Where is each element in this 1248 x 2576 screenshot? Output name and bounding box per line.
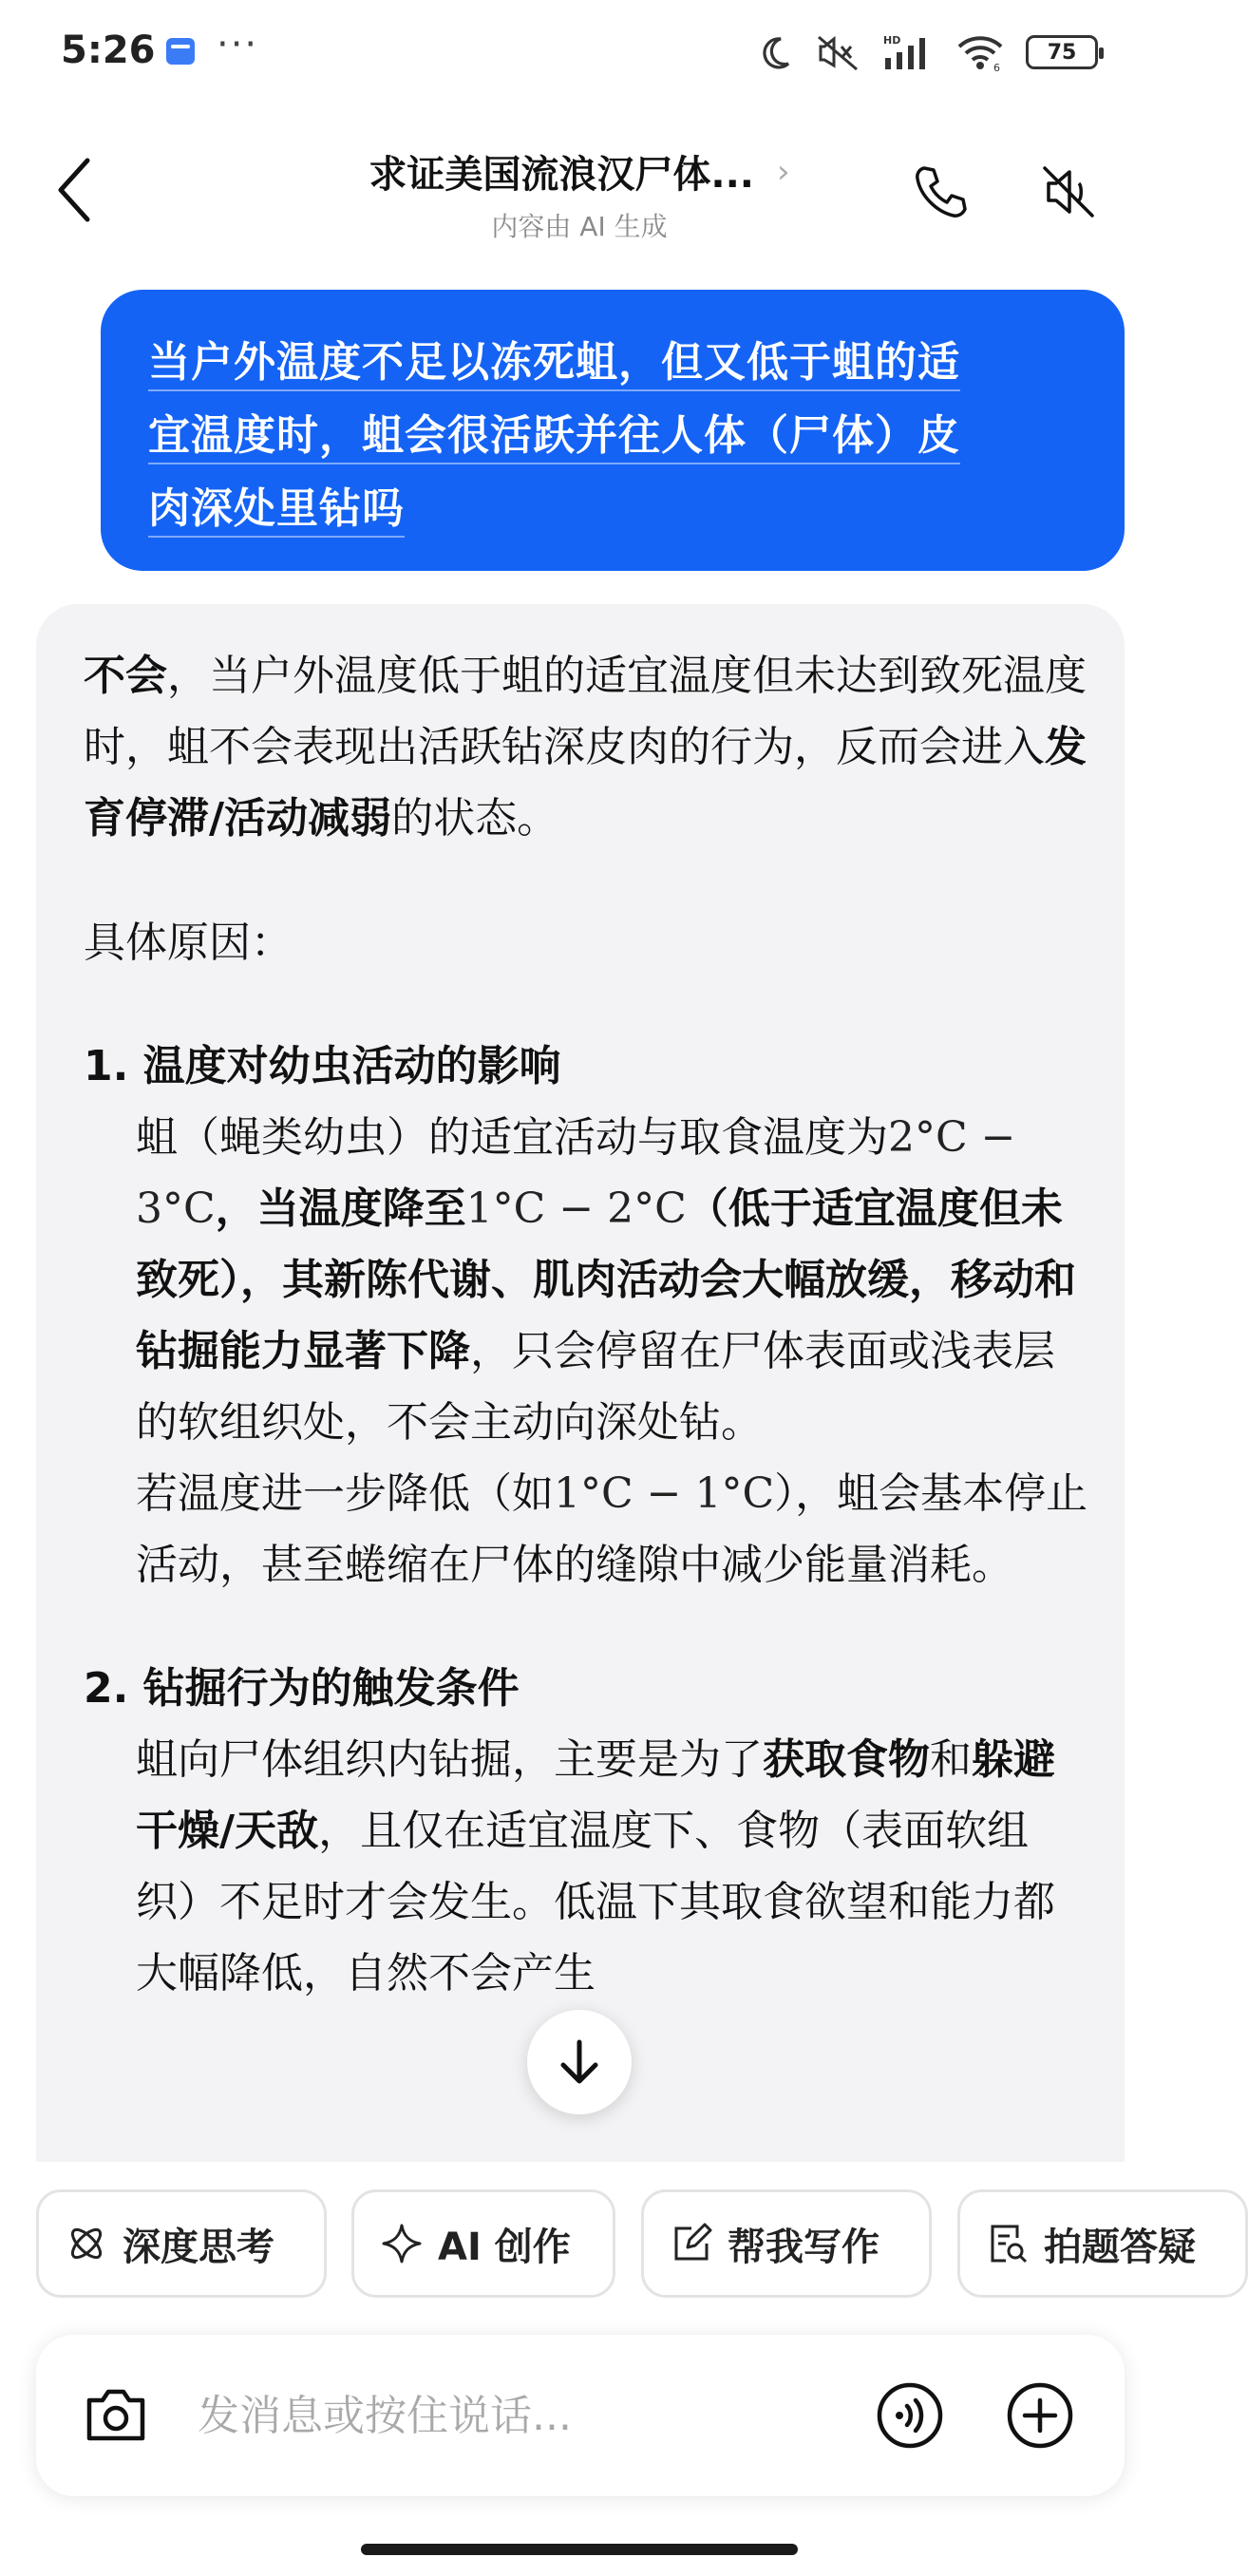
section-2-title: 2. 钻掘行为的触发条件	[84, 1664, 520, 1713]
answer-intro-end: 的状态。	[391, 794, 559, 843]
camera-button[interactable]	[78, 2377, 154, 2453]
chat-title: 求证美国流浪汉尸体...	[369, 153, 754, 197]
section-2	[84, 1653, 1090, 2009]
camera-icon	[82, 2385, 150, 2446]
home-indicator[interactable]	[361, 2544, 798, 2555]
chevron-right-icon: ›	[776, 152, 790, 191]
chat-header	[0, 104, 1159, 266]
edit-icon	[671, 2223, 712, 2264]
reasons-heading: 具体原因：	[84, 919, 293, 967]
section-2-text: 和	[930, 1735, 972, 1784]
section-2-bold: 躲避干燥/天敌	[136, 1735, 1055, 1855]
deep-think-chip[interactable]	[36, 2189, 327, 2298]
temperature-range: 1°C − 1°C	[554, 1469, 775, 1518]
section-1-text: ，只会停留在尸体表面或浅表层的软组织处，不会主动向深处钻。	[136, 1327, 1055, 1447]
answer-intro	[84, 640, 1090, 854]
ai-message-bubble[interactable]	[36, 604, 1125, 2162]
battery-icon: 75	[1026, 35, 1098, 69]
back-icon	[55, 157, 93, 223]
voice-call-icon	[876, 2381, 944, 2450]
user-message-bubble[interactable]	[101, 290, 1125, 571]
section-1-text: （低于适宜温度但未致死），其新陈代谢、肌肉活动会大幅放缓，	[136, 1184, 1063, 1304]
section-1-text: ，当温度降至	[215, 1184, 466, 1233]
sparkle-icon	[381, 2223, 423, 2264]
status-icons	[756, 28, 1098, 76]
photo-answer-chip[interactable]	[957, 2189, 1248, 2298]
section-1-text: ），蛆会基本停止活动，甚至蜷缩在尸体的缝隙中减少能量消耗。	[136, 1469, 1088, 1589]
hd-signal-icon	[881, 33, 935, 71]
status-time: 5:26	[61, 28, 156, 72]
answer-intro-text: ，当户外温度低于蛆的适宜温度但未达到致死温度时，蛆不会表现出活跃钻深皮肉的行为，反而会进入	[84, 652, 1087, 771]
plus-icon	[1006, 2381, 1074, 2450]
phone-call-button[interactable]	[902, 154, 978, 230]
section-1-text: 蛆（蝇类幼虫）的适宜活动与取食温度为	[136, 1113, 888, 1162]
user-message-text	[148, 326, 1077, 545]
wifi-icon	[955, 33, 1005, 74]
back-button[interactable]	[46, 152, 103, 228]
user-message-line: 肉深处里钻吗	[148, 484, 405, 533]
help-write-label: 帮我写作	[728, 2225, 879, 2269]
photo-search-icon	[987, 2223, 1029, 2264]
photo-answer-label: 拍题答疑	[1044, 2225, 1196, 2269]
message-input[interactable]	[198, 2387, 767, 2444]
deep-think-label: 深度思考	[123, 2225, 274, 2269]
ai-create-chip[interactable]	[351, 2189, 615, 2298]
section-2-body	[84, 1724, 1090, 2009]
section-1-title: 1. 温度对幼虫活动的影响	[84, 1042, 561, 1090]
answer-verdict: 不会	[84, 652, 167, 700]
more-actions-button[interactable]	[1002, 2377, 1078, 2453]
section-1-text: 若温度进一步降低（如	[136, 1469, 554, 1518]
svg-text:6: 6	[993, 62, 1000, 74]
speaker-mute-icon	[1039, 162, 1098, 221]
section-1	[84, 1031, 1090, 1601]
app-notification-icon	[166, 38, 195, 65]
section-2-text: ，且仅在适宜温度下、食物（表面软组织）不足时才会发生。低温下其取食欲望和能力都大幅降低，自然不会产生	[136, 1807, 1055, 1998]
section-2-bold: 获取食物	[763, 1735, 930, 1784]
ai-generated-note: 内容由 AI 生成	[491, 211, 668, 242]
moon-icon	[756, 33, 794, 71]
section-2-text: 蛆向尸体组织内钻掘，主要是为了	[136, 1735, 763, 1784]
message-composer	[36, 2335, 1125, 2496]
scroll-to-bottom-button[interactable]	[527, 2010, 632, 2114]
speaker-toggle-button[interactable]	[1031, 154, 1106, 230]
atom-icon	[66, 2223, 107, 2264]
phone-icon	[911, 162, 970, 221]
arrow-down-icon	[558, 2038, 601, 2086]
user-message-line: 宜温度时，蛆会很活跃并往人体（尸体）皮	[148, 411, 960, 460]
ai-message-text	[84, 640, 1090, 2061]
more-notifications-icon: ···	[217, 23, 259, 66]
temperature-range: 2°C − 3°C	[136, 1113, 1016, 1233]
status-bar	[0, 0, 1159, 104]
mute-icon	[815, 33, 860, 71]
quick-action-bar	[0, 2189, 1196, 2299]
section-1-body	[84, 1102, 1090, 1458]
chat-title-area[interactable]	[313, 144, 845, 244]
user-message-line: 当户外温度不足以冻死蛆，但又低于蛆的适	[148, 338, 960, 387]
help-write-chip[interactable]	[641, 2189, 932, 2298]
answer-key-state: 发育停滞/活动减弱	[84, 723, 1087, 843]
temperature-range: 1°C − 2°C	[465, 1184, 687, 1233]
ai-create-label: AI 创作	[438, 2225, 571, 2269]
voice-call-button[interactable]	[872, 2377, 948, 2453]
section-1-body-2	[84, 1458, 1090, 1601]
svg-text:HD: HD	[883, 34, 901, 47]
section-1-bold: 移动和钻掘能力显著下降	[136, 1256, 1076, 1375]
